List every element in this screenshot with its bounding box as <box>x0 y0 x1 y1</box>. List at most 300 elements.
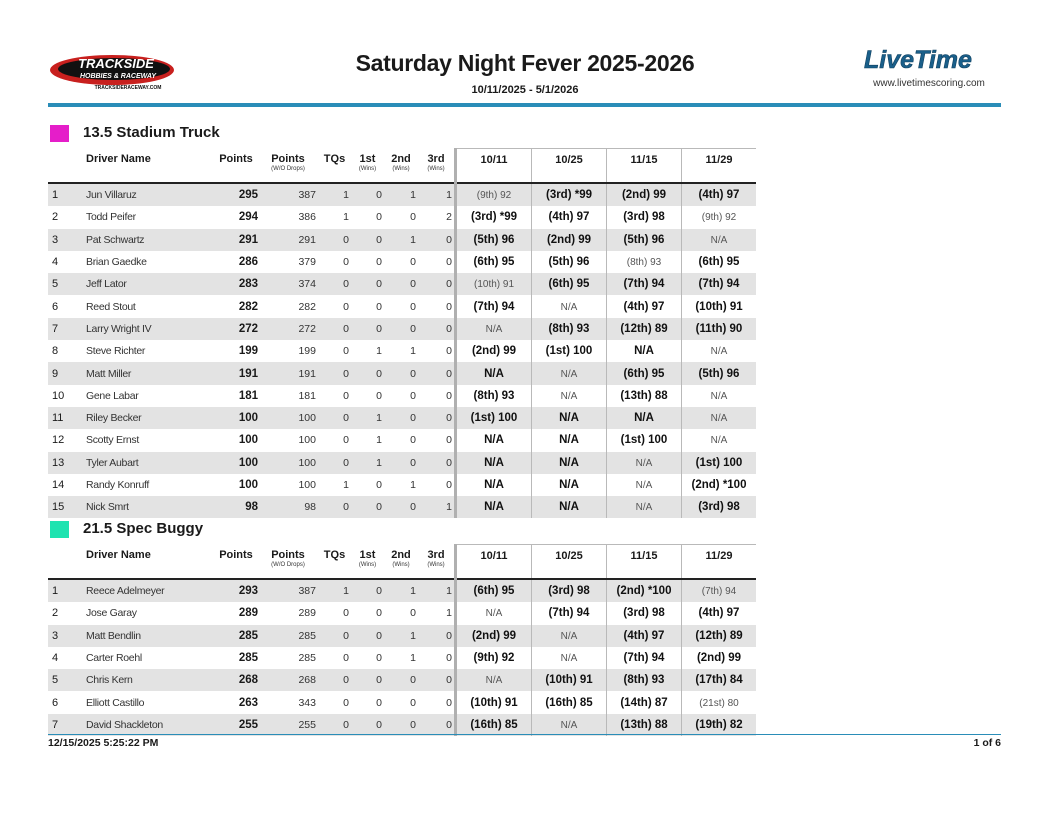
driver-position: 1 <box>48 183 86 206</box>
driver-tqs: 0 <box>343 607 349 620</box>
driver-first-wins: 1 <box>376 345 382 358</box>
col-tqs: TQs <box>318 545 351 580</box>
round-result-text: (5th) 96 <box>698 367 740 380</box>
round-result <box>532 318 607 340</box>
col-round-2: 10/25 <box>532 545 607 580</box>
round-result-text: (2nd) *100 <box>691 479 747 491</box>
round-result <box>682 362 757 384</box>
round-result <box>607 206 682 228</box>
driver-second-wins: 0 <box>384 362 418 384</box>
round-result <box>456 295 532 317</box>
round-result-text: (16th) 85 <box>545 696 593 709</box>
standings-table-spec-buggy <box>48 544 756 736</box>
driver-points-wo-drops: 272 <box>258 318 318 340</box>
round-result <box>682 407 757 429</box>
round-result-text: (10th) 91 <box>545 674 593 687</box>
round-result <box>532 474 607 496</box>
driver-position: 15 <box>48 496 86 518</box>
driver-points: 283 <box>214 273 258 295</box>
table-row <box>48 385 756 407</box>
driver-points: 100 <box>214 407 258 429</box>
driver-second-wins: 0 <box>384 496 418 518</box>
table-row <box>48 295 756 317</box>
round-result-text: (6th) 95 <box>473 256 515 269</box>
round-result <box>682 496 757 518</box>
driver-first-wins: 0 <box>376 389 382 402</box>
driver-second-wins: 0 <box>410 256 416 269</box>
round-result-text: N/A <box>710 413 728 425</box>
round-result <box>532 183 607 206</box>
round-result-text: (3rd) 98 <box>623 211 665 224</box>
driver-tqs: 1 <box>343 479 349 491</box>
round-result-text: N/A <box>710 435 728 447</box>
driver-first-wins: 0 <box>351 183 384 206</box>
round-result <box>607 340 682 362</box>
driver-points-wo-drops: 191 <box>258 362 318 384</box>
round-result-text: (13th) 88 <box>620 389 668 402</box>
svg-text:HOBBIES & RACEWAY: HOBBIES & RACEWAY <box>79 73 157 80</box>
round-result-text: (2nd) 99 <box>546 233 592 246</box>
driver-points: 191 <box>214 362 258 384</box>
round-result-text: N/A <box>560 653 578 665</box>
round-result-text: (8th) 93 <box>626 257 662 269</box>
driver-points: 181 <box>238 389 258 402</box>
round-result-text: (10th) 91 <box>470 696 518 709</box>
round-result-text: (4th) 97 <box>623 629 665 642</box>
driver-third-wins: 0 <box>446 300 452 313</box>
driver-points-wo-drops: 100 <box>298 434 316 447</box>
round-result <box>456 647 532 669</box>
driver-third-wins: 0 <box>446 479 452 491</box>
round-result-text: (2nd) *100 <box>616 585 672 598</box>
driver-points-wo-drops: 100 <box>298 479 316 491</box>
driver-name: Nick Smrt <box>86 496 214 518</box>
driver-points-wo-drops: 100 <box>258 407 318 429</box>
print-timestamp: 12/15/2025 5:25:22 PM <box>48 737 159 749</box>
driver-points: 100 <box>238 479 258 491</box>
table-header-row <box>48 149 756 184</box>
driver-second-wins: 0 <box>384 318 418 340</box>
table-row <box>48 625 756 647</box>
driver-second-wins: 0 <box>384 407 418 429</box>
driver-points: 98 <box>214 496 258 518</box>
round-result-text: (21st) 80 <box>699 697 739 709</box>
round-result <box>682 385 757 407</box>
round-result-text: (4th) 97 <box>698 189 740 202</box>
driver-points-wo-drops: 285 <box>298 652 316 665</box>
round-result-text: (5th) 96 <box>473 233 515 246</box>
driver-name: Pat Schwartz <box>86 229 214 251</box>
driver-third-wins: 1 <box>418 579 456 602</box>
round-result <box>607 602 682 624</box>
driver-name: Larry Wright IV <box>86 318 214 340</box>
driver-position: 3 <box>48 229 86 251</box>
round-result <box>682 183 757 206</box>
round-result <box>532 273 607 295</box>
driver-position: 12 <box>52 434 65 447</box>
round-result-text: (8th) 93 <box>548 322 590 335</box>
driver-second-wins: 1 <box>410 345 416 358</box>
table-row <box>48 362 756 384</box>
driver-third-wins: 0 <box>418 452 456 474</box>
driver-first-wins: 1 <box>376 434 382 447</box>
driver-first-wins: 0 <box>351 273 384 295</box>
round-result-text: N/A <box>710 346 728 358</box>
driver-first-wins: 0 <box>376 607 382 620</box>
driver-name: Steve Richter <box>86 345 146 358</box>
driver-tqs: 0 <box>318 273 351 295</box>
round-result <box>682 229 757 251</box>
driver-second-wins: 0 <box>384 273 418 295</box>
round-result-text: (5th) 96 <box>548 256 590 269</box>
table-row <box>48 273 756 295</box>
driver-tqs: 0 <box>318 362 351 384</box>
round-result <box>607 625 682 647</box>
driver-points: 282 <box>238 300 258 313</box>
round-result-text: (2nd) 99 <box>471 629 517 642</box>
driver-name: Jeff Lator <box>86 273 214 295</box>
driver-second-wins: 1 <box>384 183 418 206</box>
driver-points-wo-drops: 181 <box>298 389 316 402</box>
round-result-text: N/A <box>635 457 653 469</box>
round-result-text: (19th) 82 <box>695 718 743 731</box>
driver-tqs: 0 <box>318 625 351 647</box>
round-result <box>682 452 757 474</box>
driver-points-wo-drops: 255 <box>258 714 318 736</box>
round-result <box>607 385 682 407</box>
round-result <box>682 340 757 362</box>
driver-third-wins: 0 <box>446 434 452 447</box>
driver-points-wo-drops: 100 <box>258 452 318 474</box>
round-result-text: (12th) 89 <box>695 629 743 642</box>
driver-position: 7 <box>48 714 86 736</box>
svg-text:TRACKSIDERACEWAY.COM: TRACKSIDERACEWAY.COM <box>94 85 162 91</box>
driver-first-wins: 0 <box>351 714 384 736</box>
driver-first-wins: 0 <box>376 696 382 709</box>
table-row <box>48 183 756 206</box>
driver-third-wins: 1 <box>418 183 456 206</box>
driver-tqs: 0 <box>343 389 349 402</box>
driver-points-wo-drops: 289 <box>298 607 316 620</box>
round-result <box>682 273 757 295</box>
driver-first-wins: 0 <box>351 496 384 518</box>
driver-points-wo-drops: 374 <box>258 273 318 295</box>
driver-third-wins: 0 <box>418 625 456 647</box>
driver-points-wo-drops: 387 <box>258 183 318 206</box>
section-title: 13.5 Stadium Truck <box>83 124 220 141</box>
driver-third-wins: 1 <box>418 496 456 518</box>
round-result-text: (11th) 90 <box>695 322 743 335</box>
round-result-text: N/A <box>485 608 503 620</box>
round-result <box>682 625 757 647</box>
table-row <box>48 647 756 669</box>
round-result <box>607 318 682 340</box>
round-result <box>532 229 607 251</box>
round-result-text: (13th) 88 <box>620 718 668 731</box>
round-result-text: N/A <box>560 368 578 380</box>
round-result-text: (1st) 100 <box>545 345 593 358</box>
table-row <box>48 206 756 228</box>
round-result <box>682 602 757 624</box>
round-result-text: (3rd) 98 <box>623 607 665 620</box>
driver-points: 255 <box>214 714 258 736</box>
round-result <box>456 496 532 518</box>
driver-points-wo-drops: 291 <box>258 229 318 251</box>
col-round-3: 11/15 <box>607 149 682 184</box>
round-result-text: (14th) 87 <box>620 696 668 709</box>
driver-tqs: 0 <box>318 714 351 736</box>
driver-tqs: 0 <box>318 452 351 474</box>
header-rule <box>48 103 1001 107</box>
section-title: 21.5 Spec Buggy <box>83 520 204 537</box>
round-result <box>456 362 532 384</box>
driver-second-wins: 0 <box>384 669 418 691</box>
driver-points: 268 <box>214 669 258 691</box>
round-result-text: N/A <box>635 480 653 491</box>
col-round-3: 11/15 <box>607 545 682 580</box>
driver-points: 291 <box>214 229 258 251</box>
round-result-text: (6th) 95 <box>698 256 740 269</box>
round-result <box>456 602 532 624</box>
round-result-text: (4th) 97 <box>548 211 590 224</box>
round-result-text: (7th) 94 <box>548 607 590 620</box>
driver-tqs: 0 <box>343 652 349 665</box>
round-result-text: (9th) 92 <box>473 652 515 665</box>
driver-first-wins: 0 <box>351 362 384 384</box>
driver-second-wins: 0 <box>410 434 416 447</box>
col-third-wins: 3rd (Wins) <box>418 545 456 580</box>
round-result-text: N/A <box>560 719 578 731</box>
driver-points: 294 <box>238 211 258 224</box>
driver-position: 5 <box>48 669 86 691</box>
round-result-text: (8th) 93 <box>473 389 515 402</box>
driver-points: 285 <box>238 652 258 665</box>
svg-text:LiveTime: LiveTime <box>864 46 972 74</box>
table-row <box>48 714 756 736</box>
driver-third-wins: 1 <box>446 607 452 620</box>
round-result <box>607 669 682 691</box>
round-result <box>456 229 532 251</box>
driver-first-wins: 0 <box>351 669 384 691</box>
driver-third-wins: 0 <box>446 389 452 402</box>
round-result-text: N/A <box>560 301 578 313</box>
round-result <box>532 579 607 602</box>
round-result <box>532 714 607 736</box>
round-result-text: N/A <box>485 323 503 335</box>
driver-second-wins: 1 <box>384 579 418 602</box>
round-result <box>682 579 757 602</box>
driver-name: Jose Garay <box>86 607 137 620</box>
round-result <box>532 625 607 647</box>
round-result <box>607 183 682 206</box>
driver-second-wins: 1 <box>384 229 418 251</box>
driver-tqs: 0 <box>318 229 351 251</box>
round-result <box>607 691 682 713</box>
round-result <box>682 429 757 451</box>
driver-tqs: 0 <box>318 496 351 518</box>
driver-tqs: 0 <box>318 318 351 340</box>
svg-text:TRACKSIDE: TRACKSIDE <box>78 56 154 71</box>
round-result <box>532 602 607 624</box>
driver-third-wins: 0 <box>418 669 456 691</box>
col-points-wo-drops: Points (W/O Drops) <box>258 545 318 580</box>
table-row <box>48 691 756 713</box>
driver-points-wo-drops: 199 <box>298 345 316 358</box>
class-color-swatch <box>50 521 69 538</box>
col-round-4: 11/29 <box>682 545 757 580</box>
round-result <box>456 385 532 407</box>
round-result <box>456 318 532 340</box>
site-url: www.livetimescoring.com <box>873 78 985 89</box>
round-result <box>532 691 607 713</box>
date-range: 10/11/2025 - 5/1/2026 <box>471 84 579 96</box>
driver-first-wins: 0 <box>376 256 382 269</box>
col-driver-name: Driver Name <box>86 545 214 580</box>
col-first-wins: 1st (Wins) <box>351 149 384 184</box>
driver-points: 285 <box>214 625 258 647</box>
driver-second-wins: 1 <box>410 652 416 665</box>
round-result-text: (8th) 93 <box>623 674 665 687</box>
round-result <box>532 340 607 362</box>
round-result-text: (6th) 95 <box>473 585 515 598</box>
round-result-text: N/A <box>559 412 579 425</box>
round-result-text: (10th) 91 <box>473 279 515 291</box>
driver-points: 272 <box>214 318 258 340</box>
round-result-text: N/A <box>559 456 579 469</box>
round-result-text: (9th) 92 <box>701 212 737 224</box>
round-result <box>456 691 532 713</box>
round-result <box>682 669 757 691</box>
driver-first-wins: 0 <box>376 211 382 224</box>
driver-tqs: 0 <box>318 407 351 429</box>
driver-tqs: 0 <box>343 300 349 313</box>
driver-tqs: 1 <box>343 211 349 224</box>
driver-position: 14 <box>52 479 65 491</box>
driver-tqs: 0 <box>343 434 349 447</box>
driver-second-wins: 0 <box>410 211 416 224</box>
page-title: Saturday Night Fever 2025-2026 <box>355 50 695 76</box>
round-result <box>532 452 607 474</box>
round-result-text: N/A <box>559 501 579 514</box>
round-result-text: (3rd) 98 <box>698 501 740 514</box>
col-points: Points <box>214 545 258 580</box>
driver-position: 11 <box>48 407 86 429</box>
driver-position: 10 <box>52 389 65 402</box>
round-result <box>682 714 757 736</box>
driver-points-wo-drops: 282 <box>298 300 316 313</box>
table-row <box>48 474 756 496</box>
round-result-text: (1st) 100 <box>695 456 743 469</box>
driver-position: 2 <box>52 607 59 620</box>
round-result <box>456 579 532 602</box>
driver-position: 7 <box>48 318 86 340</box>
driver-name: Carter Roehl <box>86 652 142 665</box>
driver-points: 286 <box>238 256 258 269</box>
driver-third-wins: 0 <box>418 362 456 384</box>
table-row <box>48 229 756 251</box>
driver-points-wo-drops: 285 <box>258 625 318 647</box>
table-row <box>48 579 756 602</box>
table-row <box>48 318 756 340</box>
round-result <box>532 385 607 407</box>
driver-name: Jun Villaruz <box>86 183 214 206</box>
round-result <box>532 251 607 273</box>
round-result <box>607 273 682 295</box>
round-result-text: N/A <box>634 345 654 358</box>
round-result <box>607 429 682 451</box>
round-result-text: (17th) 84 <box>695 674 743 687</box>
driver-third-wins: 0 <box>418 318 456 340</box>
round-result <box>607 362 682 384</box>
round-result-text: (5th) 96 <box>623 233 665 246</box>
round-result-text: N/A <box>710 234 728 246</box>
driver-position: 13 <box>48 452 86 474</box>
driver-first-wins: 0 <box>376 652 382 665</box>
col-third-wins: 3rd (Wins) <box>418 149 456 184</box>
round-result <box>607 496 682 518</box>
driver-position: 4 <box>52 652 59 665</box>
driver-second-wins: 0 <box>410 389 416 402</box>
driver-tqs: 0 <box>343 345 349 358</box>
table-row <box>48 407 756 429</box>
round-result <box>456 625 532 647</box>
round-result <box>682 647 757 669</box>
driver-position: 6 <box>52 696 59 709</box>
round-result <box>456 429 532 451</box>
round-result-text: (7th) 94 <box>473 300 515 313</box>
standings-table-stadium-truck <box>48 148 756 518</box>
round-result-text: N/A <box>485 675 503 687</box>
round-result <box>532 669 607 691</box>
driver-second-wins: 0 <box>384 452 418 474</box>
driver-first-wins: 0 <box>351 318 384 340</box>
driver-position: 3 <box>48 625 86 647</box>
round-result-text: (1st) 100 <box>470 412 518 425</box>
driver-third-wins: 0 <box>418 714 456 736</box>
driver-points: 100 <box>238 434 258 447</box>
round-result-text: (10th) 91 <box>695 300 743 313</box>
round-result-text: (9th) 92 <box>476 190 512 202</box>
round-result-text: N/A <box>559 434 579 447</box>
table-row <box>48 452 756 474</box>
round-result <box>532 429 607 451</box>
round-result-text: N/A <box>710 390 728 402</box>
table-header-row <box>48 545 756 580</box>
driver-tqs: 1 <box>318 183 351 206</box>
driver-position: 5 <box>48 273 86 295</box>
round-result-text: (7th) 94 <box>701 586 737 598</box>
driver-third-wins: 0 <box>418 229 456 251</box>
round-result-text: (3rd) *99 <box>470 211 518 224</box>
round-result-text: (3rd) 98 <box>548 585 590 598</box>
driver-first-wins: 0 <box>376 479 382 491</box>
round-result-text: N/A <box>484 479 504 491</box>
driver-third-wins: 0 <box>446 696 452 709</box>
driver-points-wo-drops: 387 <box>258 579 318 602</box>
driver-points-wo-drops: 98 <box>258 496 318 518</box>
round-result-text: (7th) 94 <box>698 278 740 291</box>
round-result <box>456 340 532 362</box>
driver-name: David Shackleton <box>86 714 214 736</box>
round-result-text: N/A <box>560 630 578 642</box>
round-result-text: (4th) 97 <box>623 300 665 313</box>
driver-third-wins: 0 <box>418 407 456 429</box>
round-result <box>456 407 532 429</box>
driver-first-wins: 1 <box>351 407 384 429</box>
table-row <box>48 251 756 273</box>
col-points-wo-drops: Points (W/O Drops) <box>258 149 318 184</box>
round-result-text: (16th) 85 <box>470 718 518 731</box>
